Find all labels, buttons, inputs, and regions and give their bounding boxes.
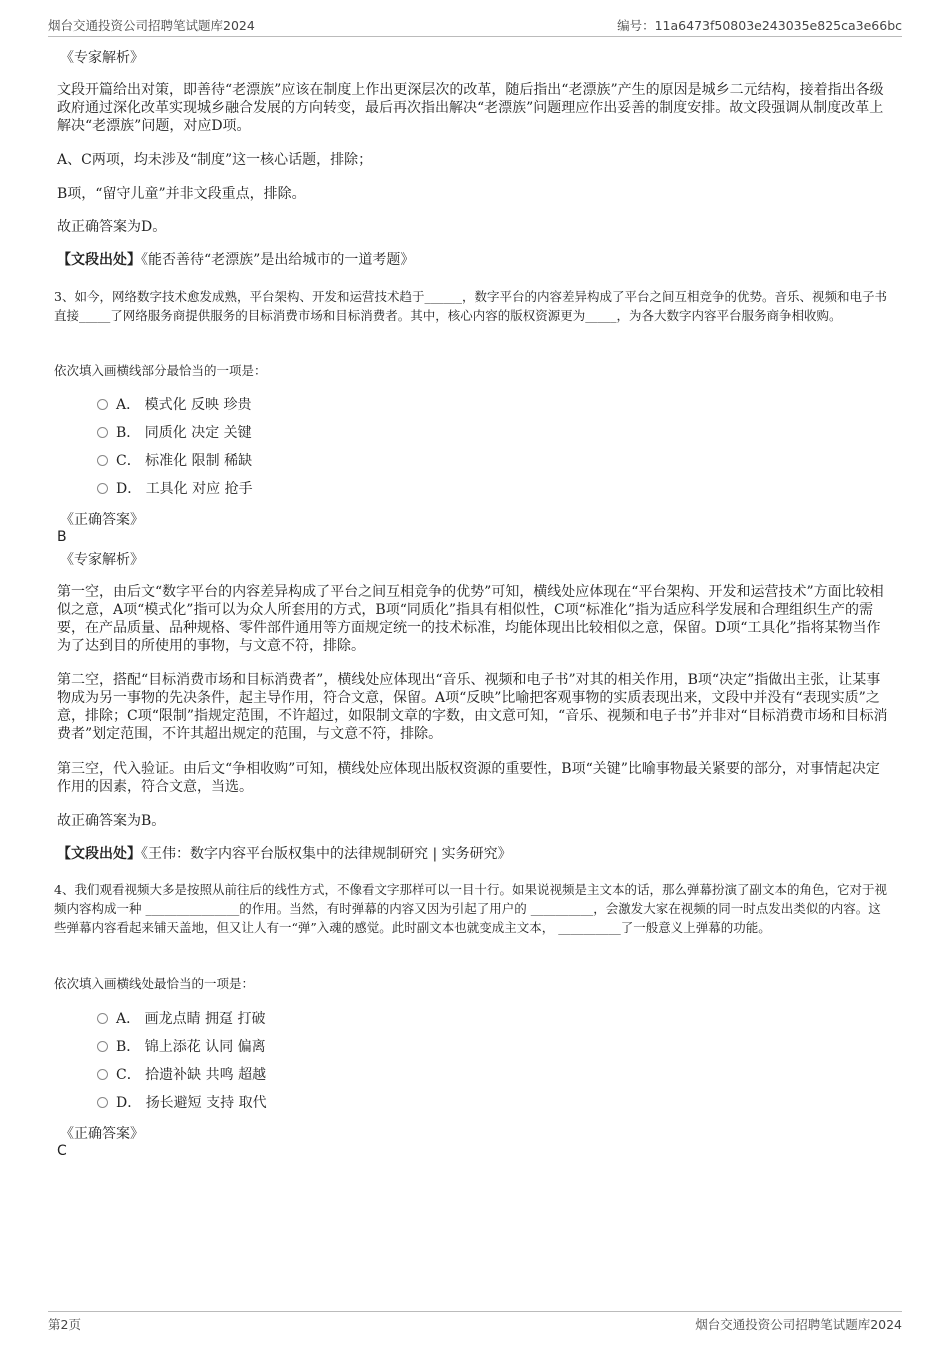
q3-analysis-para3: 第三空，代入验证。由后文“争相收购”可知，横线处应体现出版权资源的重要性，B项“关键”比喻事物最关紧要的部分，对事情起决定作用的因素，符合文意，当选。 bbox=[57, 761, 880, 795]
q4-option-a[interactable] bbox=[57, 1010, 457, 1038]
q4-option-c[interactable] bbox=[57, 1066, 457, 1094]
option-letter: B． bbox=[116, 425, 141, 441]
q3-answer-statement: 故正确答案为B。 bbox=[57, 813, 166, 829]
option-text: 锦上添花 认同 偏离 bbox=[144, 1039, 266, 1055]
q4-stem: 4、我们观看视频大多是按照从前往后的线性方式，不像看文字那样可以一目十行。如果说视频是主文本的话，那么弹幕扮演了副文本的角色，它对于视频内容构成一种 _______________的作用。当然，有时弹幕的内容又因为引起了用户的 __________，会激发大家在视频的同一时点发出类似的内容。这些弹幕内容看起来铺天盖地，但又让人有一“弹”入魂的感觉。此时副文本也就变成主文本， __________了一般意义上弹幕的功能。 bbox=[54, 882, 887, 935]
option-letter: C． bbox=[116, 453, 141, 469]
option-text: 扬长避短 支持 取代 bbox=[145, 1095, 267, 1111]
radio-icon[interactable] bbox=[97, 427, 108, 438]
q3-stem: 3、如今，网络数字技术愈发成熟，平台架构、开发和运营技术趋于______，数字平台的内容差异构成了平台之间互相竞争的优势。音乐、视频和电子书直接_____了网络服务商提供服务的目标消费市场和目标消费者。其中，核心内容的版权资源更为_____，为各大数字内容平台服务商争相收购。 bbox=[54, 289, 887, 323]
option-text: 模式化 反映 珍贵 bbox=[144, 397, 252, 413]
q3-source bbox=[57, 845, 512, 863]
radio-icon[interactable] bbox=[97, 1069, 108, 1080]
option-letter: C． bbox=[116, 1067, 141, 1083]
option-letter: D． bbox=[116, 481, 142, 497]
radio-icon[interactable] bbox=[97, 399, 108, 410]
q3-answer-label: 《正确答案》 bbox=[60, 512, 144, 528]
q3-option-b[interactable] bbox=[57, 424, 457, 452]
q4-answer-label: 《正确答案》 bbox=[60, 1126, 144, 1142]
q4-instruction: 依次填入画横线处最恰当的一项是： bbox=[54, 976, 255, 991]
q2-analysis-para1: 文段开篇给出对策，即善待“老漂族”应该在制度上作出更深层次的改革，随后指出“老漂族”产生的原因是城乡二元结构，接着指出各级政府通过深化改革实现城乡融合发展的方向转变，最后再次指出解决“老漂族”问题理应作出妥善的制度安排。故文段强调从制度改革上解决“老漂族”问题，对应D项。 bbox=[57, 82, 884, 134]
q2-source bbox=[57, 251, 414, 269]
q4-options bbox=[57, 1010, 457, 1122]
page-footer bbox=[48, 1311, 902, 1332]
option-letter: B． bbox=[116, 1039, 141, 1055]
q3-source-label: 【文段出处】 bbox=[57, 846, 141, 862]
q4-option-d[interactable] bbox=[57, 1094, 457, 1122]
radio-icon[interactable] bbox=[97, 1041, 108, 1052]
option-letter: A． bbox=[116, 1011, 141, 1027]
option-letter: A． bbox=[116, 397, 141, 413]
option-text: 工具化 对应 抢手 bbox=[145, 481, 253, 497]
q2-analysis-para3: B项，“留守儿童”并非文段重点，排除。 bbox=[57, 186, 306, 202]
option-text: 画龙点睛 拥趸 打破 bbox=[144, 1011, 266, 1027]
q2-source-text: 《能否善待“老漂族”是出给城市的一道考题》 bbox=[141, 252, 415, 268]
q3-options bbox=[57, 396, 457, 508]
page-header bbox=[48, 14, 902, 37]
header-title: 烟台交通投资公司招聘笔试题库2024 bbox=[48, 18, 255, 33]
radio-icon[interactable] bbox=[97, 1013, 108, 1024]
q3-source-text: 《王伟：数字内容平台版权集中的法律规制研究 | 实务研究》 bbox=[141, 846, 512, 862]
q2-expert-label: 《专家解析》 bbox=[60, 50, 144, 66]
q4-answer: C bbox=[57, 1143, 67, 1159]
q3-option-c[interactable] bbox=[57, 452, 457, 480]
page-number: 第2页 bbox=[48, 1317, 81, 1332]
q3-answer: B bbox=[57, 529, 67, 545]
q3-option-d[interactable] bbox=[57, 480, 457, 508]
q3-analysis-para1: 第一空，由后文“数字平台的内容差异构成了平台之间互相竞争的优势”可知，横线处应体现在“平台架构、开发和运营技术”方面比较相似之意，A项“模式化”指可以为众人所套用的方式，B项“同质化”指具有相似性，C项“标准化”指为适应科学发展和合理组织生产的需要，在产品质量、品种规格、零件部件通用等方面规定统一的技术标准，均能体现出比较相似之意，保留。D项“工具化”指将某物当作为了达到目的所使用的事物，与文意不符，排除。 bbox=[57, 584, 884, 654]
q2-source-label: 【文段出处】 bbox=[57, 252, 141, 268]
q3-instruction: 依次填入画横线部分最恰当的一项是： bbox=[54, 363, 267, 378]
q2-analysis-para2: A、C两项，均未涉及“制度”这一核心话题，排除； bbox=[57, 152, 373, 168]
option-text: 同质化 决定 关键 bbox=[144, 425, 252, 441]
q3-analysis-para2: 第二空，搭配“目标消费市场和目标消费者”，横线处应体现出“音乐、视频和电子书”对其的相关作用，B项“决定”指做出主张，让某事物成为另一事物的先决条件，起主导作用，符合文意，保留。A项“反映”比喻把客观事物的实质表现出来，文段中并没有“表现实质”之意，排除；C项“限制”指规定范围，不许超过，如限制文章的字数，由文意可知，“音乐、视频和电子书”并非对“目标消费市场和目标消费者”划定范围，不许其超出规定的范围，与文意不符，排除。 bbox=[57, 672, 888, 742]
q3-option-a[interactable] bbox=[57, 396, 457, 424]
footer-title: 烟台交通投资公司招聘笔试题库2024 bbox=[695, 1317, 902, 1332]
q2-answer-statement: 故正确答案为D。 bbox=[57, 219, 167, 235]
radio-icon[interactable] bbox=[97, 483, 108, 494]
q3-expert-label: 《专家解析》 bbox=[60, 552, 144, 568]
q4-option-b[interactable] bbox=[57, 1038, 457, 1066]
radio-icon[interactable] bbox=[97, 1097, 108, 1108]
header-doc-id: 编号：11a6473f50803e243035e825ca3e66bc bbox=[617, 18, 902, 33]
option-letter: D． bbox=[116, 1095, 142, 1111]
option-text: 拾遗补缺 共鸣 超越 bbox=[145, 1067, 267, 1083]
radio-icon[interactable] bbox=[97, 455, 108, 466]
option-text: 标准化 限制 稀缺 bbox=[145, 453, 253, 469]
